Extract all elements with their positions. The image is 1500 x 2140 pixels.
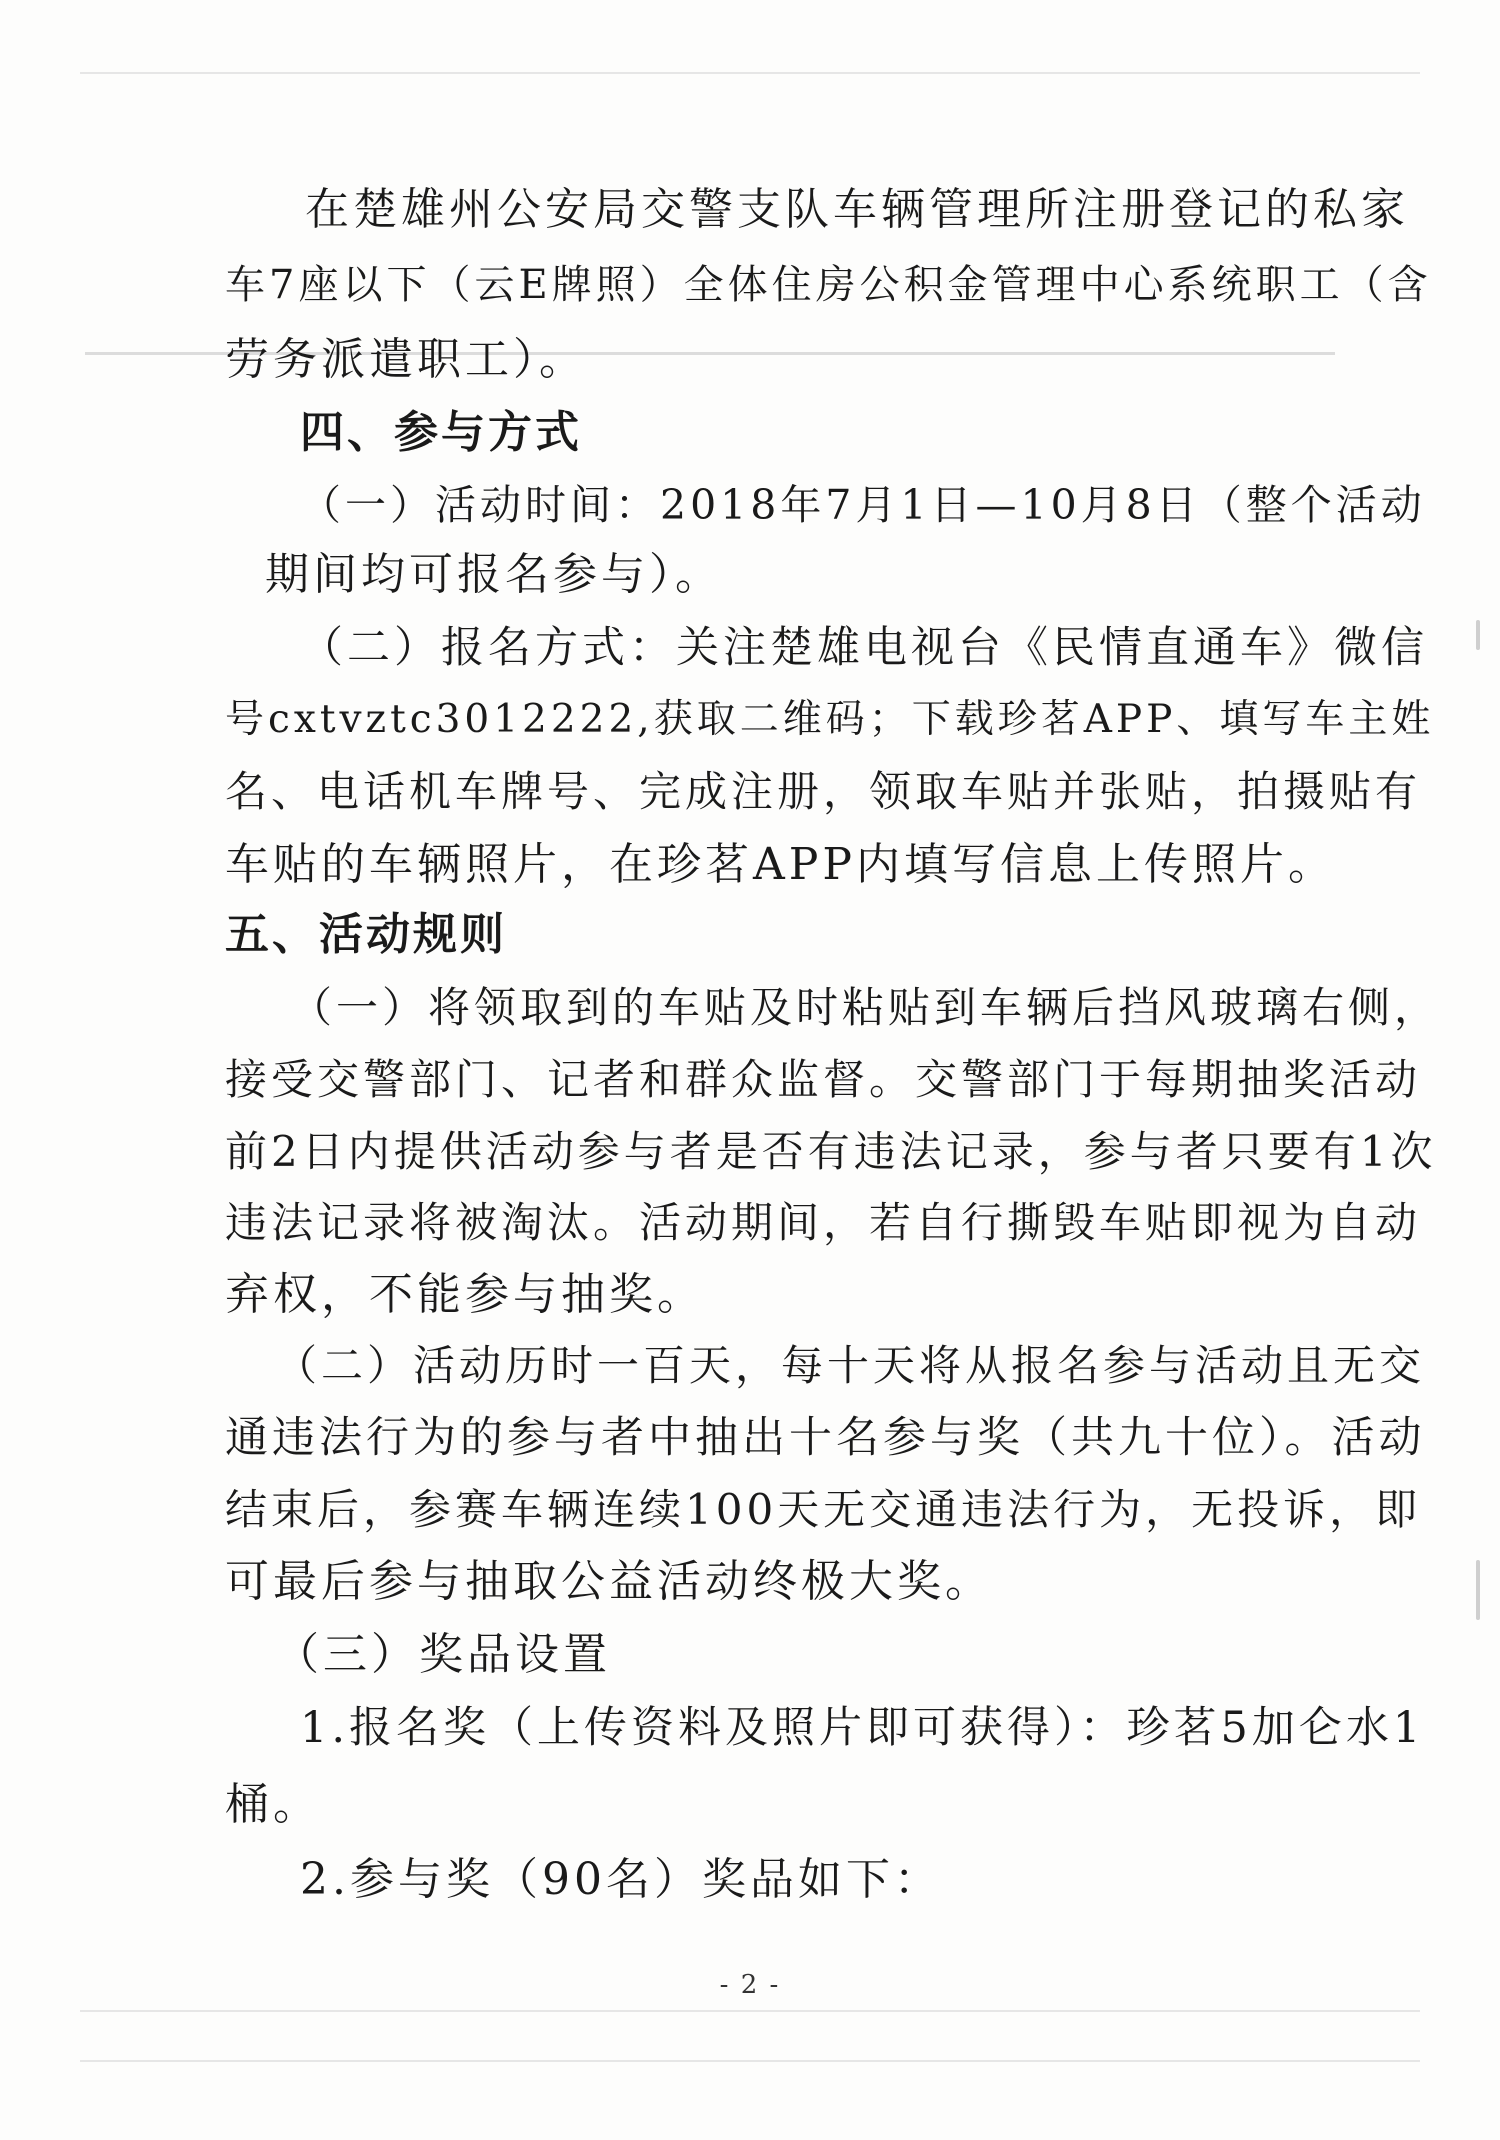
- paragraph-line: 弃权，不能参与抽奖。: [225, 1269, 705, 1320]
- paragraph-line: 桶。: [225, 1779, 321, 1830]
- paragraph-line: （三）奖品设置: [275, 1629, 611, 1680]
- paragraph-line: （二）报名方式：关注楚雄电视台《民情直通车》微信: [300, 623, 1428, 673]
- paragraph-line: 2.参与奖（90名）奖品如下：: [300, 1854, 942, 1905]
- paragraph-line: 1.报名奖（上传资料及照片即可获得）：珍茗5加仑水1: [300, 1703, 1425, 1753]
- scan-edge-top: [80, 72, 1420, 74]
- section-heading: 五、活动规则: [225, 909, 507, 960]
- scan-mark-right-1: [1476, 620, 1480, 650]
- paragraph-line: 在楚雄州公安局交警支队车辆管理所注册登记的私家: [305, 184, 1409, 235]
- paragraph-line: （一）将领取到的车贴及时粘贴到车辆后挡风玻璃右侧，: [290, 983, 1441, 1032]
- paragraph-line: 期间均可报名参与）。: [265, 549, 723, 600]
- paragraph-line: 通违法行为的参与者中抽出十名参与奖（共九十位）。活动: [225, 1413, 1426, 1463]
- paragraph-line: 结束后，参赛车辆连续100天无交通违法行为，无投诉，即: [225, 1485, 1422, 1534]
- paragraph-line: 可最后参与抽取公益活动终极大奖。: [225, 1556, 993, 1607]
- scan-edge-bottom-2: [80, 2060, 1420, 2062]
- paragraph-line: （一）活动时间：2018年7月1日—10月8日（整个活动: [300, 481, 1426, 529]
- section-heading: 四、参与方式: [300, 407, 582, 458]
- scan-edge-bottom: [80, 2010, 1420, 2012]
- paragraph-line: 接受交警部门、记者和群众监督。交警部门于每期抽奖活动: [225, 1055, 1422, 1104]
- paragraph-line: 号cxtvztc3012222,获取二维码；下载珍茗APP、填写车主姓: [225, 697, 1435, 742]
- paragraph-line: 车贴的车辆照片，在珍茗APP内填写信息上传照片。: [225, 839, 1336, 890]
- paragraph-line: 前2日内提供活动参与者是否有违法记录，参与者只要有1次: [225, 1127, 1437, 1176]
- paragraph-line: 车7座以下（云E牌照）全体住房公积金管理中心系统职工（含: [225, 262, 1432, 308]
- page-number: - 2 -: [719, 1970, 781, 2000]
- paragraph-line: 劳务派遣职工）。: [225, 334, 587, 385]
- scan-mark-right-2: [1476, 1560, 1480, 1620]
- paragraph-line: 违法记录将被淘汰。活动期间，若自行撕毁车贴即视为自动: [225, 1198, 1422, 1247]
- paragraph-line: 名、电话机车牌号、完成注册，领取车贴并张贴，拍摄贴有: [225, 767, 1422, 816]
- paragraph-line: （二）活动历时一百天，每十天将从报名参与活动且无交: [275, 1341, 1426, 1390]
